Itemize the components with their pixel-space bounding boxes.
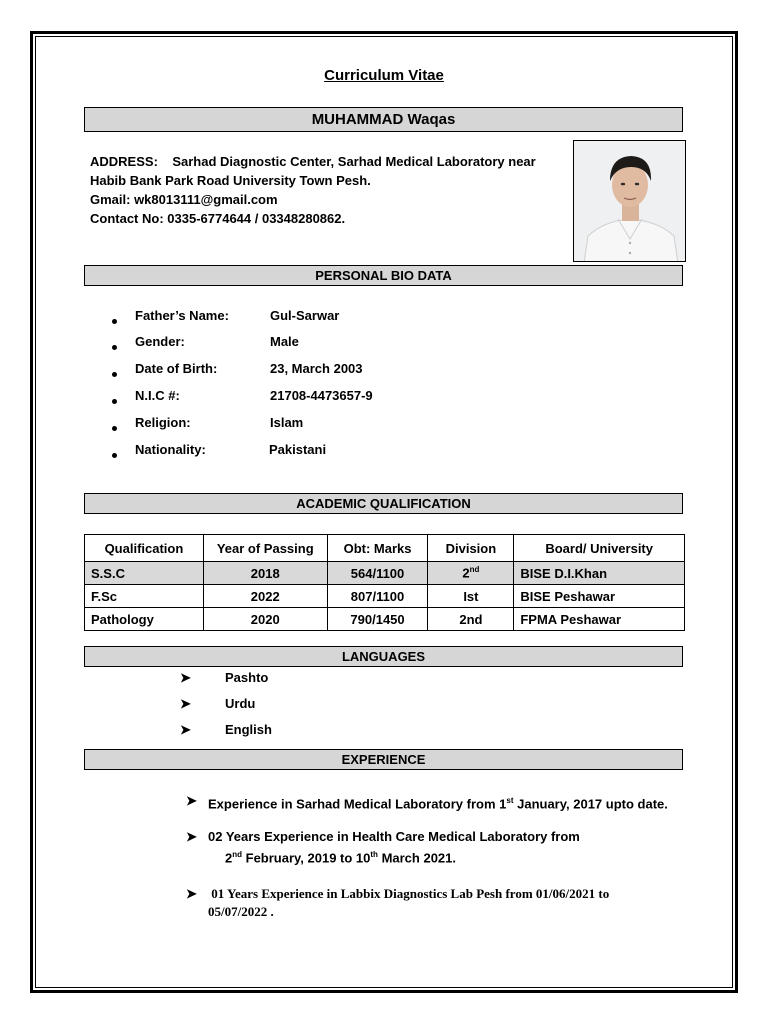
- language-label: Urdu: [225, 696, 256, 711]
- section-header-languages: LANGUAGES: [84, 646, 683, 667]
- arrow-bullet-icon: ➤: [180, 722, 191, 737]
- table-header-row: [85, 535, 685, 562]
- column-header: Year of Passing: [203, 535, 327, 562]
- arrow-bullet-icon: ➤: [180, 670, 191, 685]
- bullet-icon: [112, 319, 117, 324]
- table-row: [85, 585, 685, 608]
- arrow-bullet-icon: ➤: [180, 696, 191, 711]
- contact-block: [90, 152, 560, 228]
- section-header-bio: PERSONAL BIO DATA: [84, 265, 683, 286]
- experience-text-line: 02 Years Experience in Health Care Medical Laboratory from: [208, 829, 580, 844]
- table-row: [85, 608, 685, 631]
- language-label: Pashto: [225, 670, 269, 685]
- table-cell: FPMA Peshawar: [514, 608, 685, 631]
- bullet-icon: [112, 345, 117, 350]
- table-cell: 2018: [203, 562, 327, 585]
- table-cell: 2022: [203, 585, 327, 608]
- bullet-icon: [112, 426, 117, 431]
- bio-label: Nationality:: [135, 442, 206, 457]
- table-cell-division: [428, 562, 514, 585]
- experience-text-part: January, 2017 upto date.: [513, 796, 668, 812]
- table-cell: Pathology: [85, 608, 204, 631]
- document-title: Curriculum Vitae: [324, 67, 444, 84]
- name-banner: MUHAMMAD Waqas: [84, 107, 683, 132]
- experience-text: [208, 885, 609, 921]
- table-cell: Ist: [428, 585, 514, 608]
- bio-value: Male: [270, 334, 299, 349]
- bullet-icon: [112, 399, 117, 404]
- division-suffix: nd: [469, 565, 480, 575]
- division-value: 2: [462, 565, 470, 581]
- bio-label: Gender:: [135, 334, 185, 349]
- experience-text-part: Experience in Sarhad Medical Laboratory from 1: [208, 796, 507, 812]
- experience-text: [208, 792, 668, 813]
- column-header: Qualification: [85, 535, 204, 562]
- experience-text-line: 01 Years Experience in Labbix Diagnostics Lab Pesh from 01/06/2021 to: [208, 886, 610, 901]
- experience-text-part: February, 2019 to 10: [242, 850, 371, 866]
- column-header: Obt: Marks: [327, 535, 428, 562]
- table-cell: 2020: [203, 608, 327, 631]
- bio-value: Islam: [270, 415, 304, 430]
- bio-label: Date of Birth:: [135, 361, 218, 376]
- table-cell: F.Sc: [85, 585, 204, 608]
- address-line-1: ADDRESS: Sarhad Diagnostic Center, Sarhad Medical Laboratory near: [90, 154, 536, 169]
- profile-photo: [573, 140, 686, 262]
- bio-label: Father’s Name:: [135, 308, 229, 323]
- table-row: [85, 562, 685, 585]
- gmail-line: Gmail: wk8013111@gmail.com: [90, 192, 278, 207]
- address-line-2: Habib Bank Park Road University Town Pesh.: [90, 173, 371, 188]
- arrow-bullet-icon: ➤: [186, 793, 197, 808]
- table-cell: 807/1100: [327, 585, 428, 608]
- bio-value: Pakistani: [269, 442, 327, 457]
- bio-value: Gul-Sarwar: [270, 308, 340, 323]
- ordinal-suffix: st: [506, 796, 514, 805]
- arrow-bullet-icon: ➤: [186, 829, 197, 844]
- experience-text-part: March 2021.: [377, 850, 456, 866]
- table-cell: 790/1450: [327, 608, 428, 631]
- table-cell: 564/1100: [327, 562, 428, 585]
- bio-label: Religion:: [135, 415, 191, 430]
- ordinal-suffix: th: [370, 850, 378, 859]
- ordinal-suffix: nd: [232, 850, 243, 859]
- column-header: Division: [428, 535, 514, 562]
- section-header-experience: EXPERIENCE: [84, 749, 683, 770]
- academic-table: [84, 534, 685, 631]
- experience-text-line: [208, 846, 580, 867]
- table-cell: S.S.C: [85, 562, 204, 585]
- language-label: English: [225, 722, 272, 737]
- experience-text-line: 05/07/2022 .: [208, 904, 274, 919]
- bio-value: 21708-4473657-9: [270, 388, 373, 403]
- bio-label: N.I.C #:: [135, 388, 180, 403]
- table-cell: BISE D.I.Khan: [514, 562, 685, 585]
- table-cell: 2nd: [428, 608, 514, 631]
- experience-text: [208, 828, 580, 867]
- experience-text-part: 2: [225, 850, 233, 866]
- bullet-icon: [112, 453, 117, 458]
- bullet-icon: [112, 372, 117, 377]
- column-header: Board/ University: [514, 535, 685, 562]
- profile-photo-illustration: [574, 141, 686, 262]
- section-header-academic: ACADEMIC QUALIFICATION: [84, 493, 683, 514]
- contact-number-line: Contact No: 0335-6774644 / 03348280862.: [90, 211, 346, 226]
- arrow-bullet-icon: ➤: [186, 886, 197, 901]
- bio-value: 23, March 2003: [270, 361, 363, 376]
- table-cell: BISE Peshawar: [514, 585, 685, 608]
